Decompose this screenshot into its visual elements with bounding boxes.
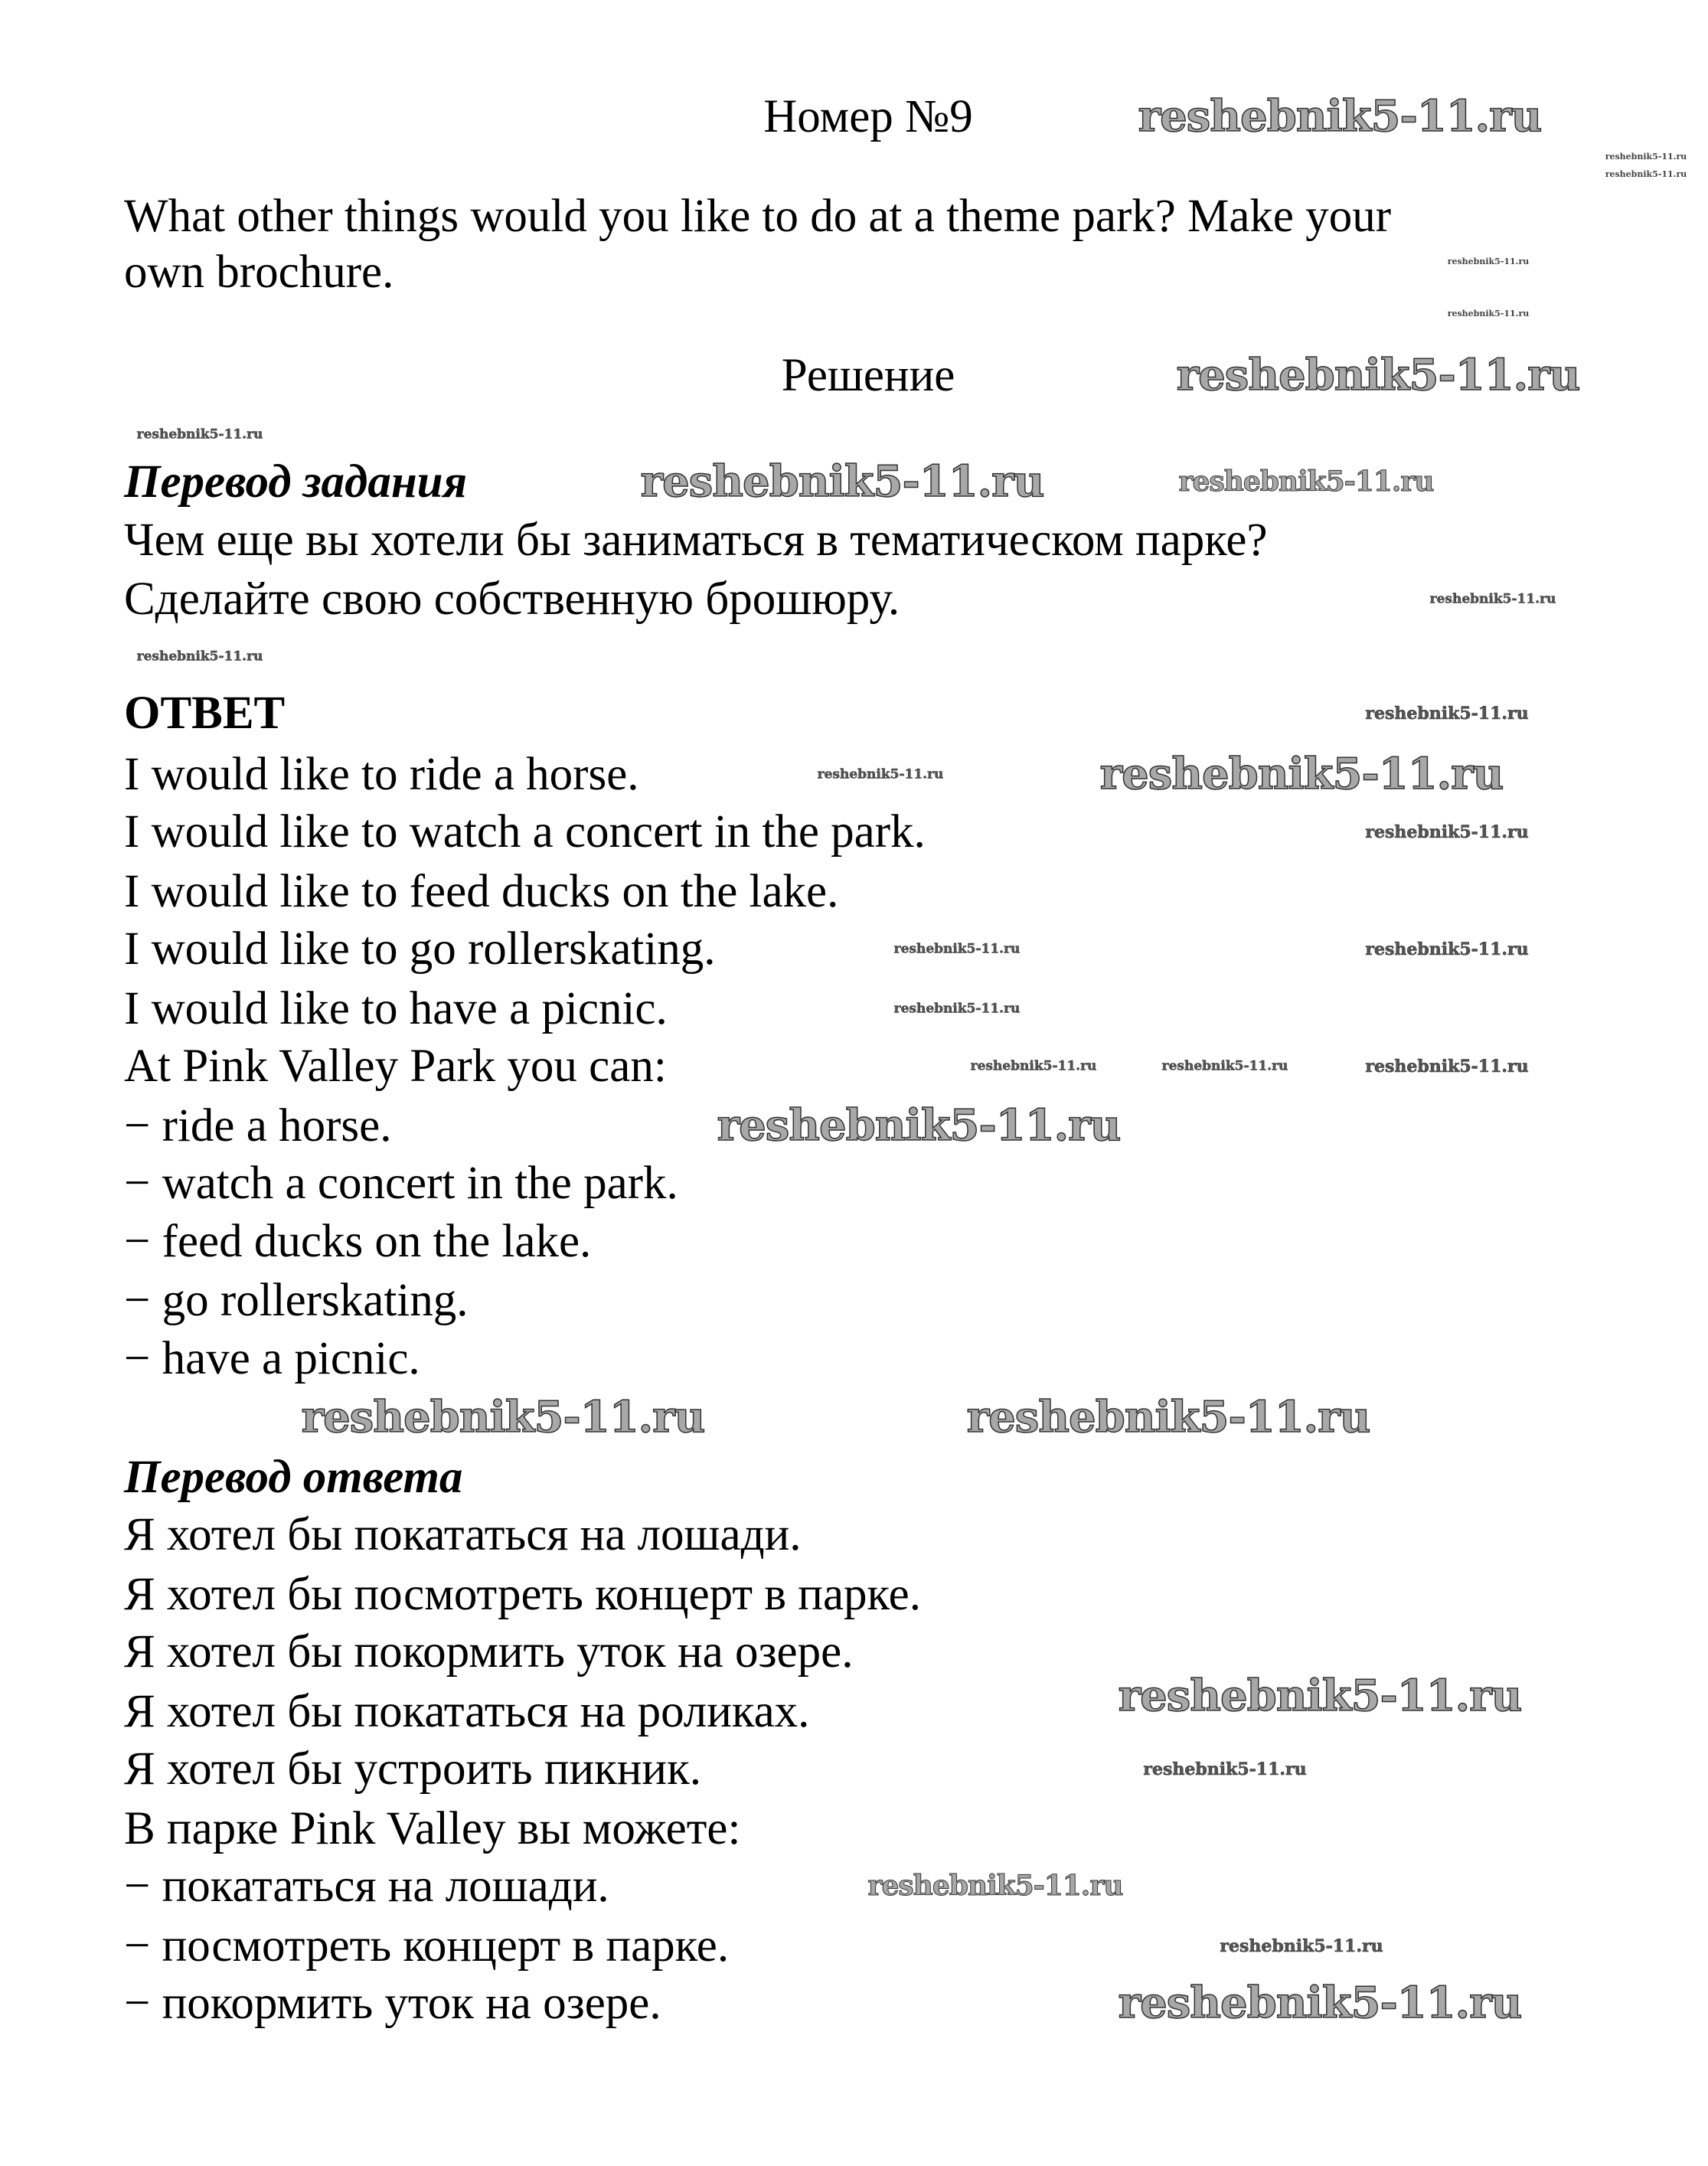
watermark: reshebnik5-11.ru (1365, 703, 1529, 724)
solution-heading: Решение (781, 350, 955, 401)
task-translation-line: Сделайте свою собственную брошюру. (124, 573, 900, 625)
answer-translation-line: Я хотел бы посмотреть концерт в парке. (124, 1569, 921, 1620)
watermark: reshebnik5-11.ru (1143, 1759, 1307, 1779)
watermark: reshebnik5-11.ru (966, 1392, 1370, 1443)
answer-translation-line: Я хотел бы покататься на лошади. (124, 1509, 802, 1560)
task-line: own brochure. (124, 247, 394, 298)
page-title: Номер №9 (763, 91, 973, 142)
answer-line: I would like to have a picnic. (124, 983, 668, 1034)
watermark: reshebnik5-11.ru (970, 1058, 1097, 1074)
watermark: reshebnik5-11.ru (867, 1870, 1123, 1903)
watermark: reshebnik5-11.ru (717, 1100, 1121, 1152)
answer-line: − go rollerskating. (124, 1275, 469, 1326)
answer-line: At Pink Valley Park you can: (124, 1041, 667, 1092)
watermark: reshebnik5-11.ru (893, 941, 1021, 957)
answer-translation-line: Я хотел бы покататься на роликах. (124, 1686, 810, 1737)
watermark: reshebnik5-11.ru (1605, 151, 1687, 162)
answer-translation-line: Я хотел бы устроить пикник. (124, 1743, 701, 1795)
watermark: reshebnik5-11.ru (1161, 1058, 1288, 1074)
answer-translation-line: В парке Pink Valley вы можете: (124, 1803, 741, 1854)
watermark: reshebnik5-11.ru (1605, 168, 1687, 179)
watermark: reshebnik5-11.ru (1178, 466, 1434, 498)
watermark: reshebnik5-11.ru (817, 766, 944, 782)
answer-line: − have a picnic. (124, 1333, 420, 1384)
answer-line: − feed ducks on the lake. (124, 1216, 592, 1267)
answer-line: I would like to feed ducks on the lake. (124, 866, 839, 917)
watermark: reshebnik5-11.ru (1447, 308, 1530, 319)
answer-line: − ride a horse. (124, 1100, 392, 1152)
task-translation-heading: Перевод задания (124, 456, 468, 508)
answer-translation-line: − посмотреть концерт в парке. (124, 1920, 730, 1972)
watermark: reshebnik5-11.ru (301, 1392, 705, 1443)
watermark: reshebnik5-11.ru (1365, 1056, 1529, 1076)
answer-line: I would like to ride a horse. (124, 749, 639, 800)
answer-translation-heading: Перевод ответа (124, 1452, 463, 1503)
watermark: reshebnik5-11.ru (1447, 256, 1530, 266)
answer-line: − watch a concert in the park. (124, 1158, 678, 1209)
watermark: reshebnik5-11.ru (1429, 591, 1556, 607)
watermark: reshebnik5-11.ru (1365, 822, 1529, 842)
watermark: reshebnik5-11.ru (1118, 1978, 1522, 2029)
watermark: reshebnik5-11.ru (1220, 1936, 1383, 1956)
watermark: reshebnik5-11.ru (136, 426, 263, 443)
answer-line: I would like to watch a concert in the park. (124, 806, 926, 858)
watermark: reshebnik5-11.ru (1365, 939, 1529, 959)
answer-translation-line: − покормить уток на озере. (124, 1978, 661, 2029)
watermark: reshebnik5-11.ru (136, 648, 263, 665)
answer-heading: ОТВЕТ (124, 688, 286, 739)
watermark: reshebnik5-11.ru (640, 456, 1044, 508)
task-line: What other things would you like to do at a theme park? Make your (124, 191, 1392, 242)
watermark: reshebnik5-11.ru (1118, 1671, 1522, 1722)
task-translation-line: Чем еще вы хотели бы заниматься в тематическом парке? (124, 515, 1268, 566)
watermark: reshebnik5-11.ru (1099, 749, 1504, 800)
watermark: reshebnik5-11.ru (1176, 350, 1580, 401)
answer-translation-line: Я хотел бы покормить уток на озере. (124, 1626, 854, 1678)
watermark: reshebnik5-11.ru (1138, 91, 1542, 142)
answer-line: I would like to go rollerskating. (124, 923, 716, 975)
watermark: reshebnik5-11.ru (893, 1001, 1021, 1017)
answer-translation-line: − покататься на лошади. (124, 1861, 609, 1912)
